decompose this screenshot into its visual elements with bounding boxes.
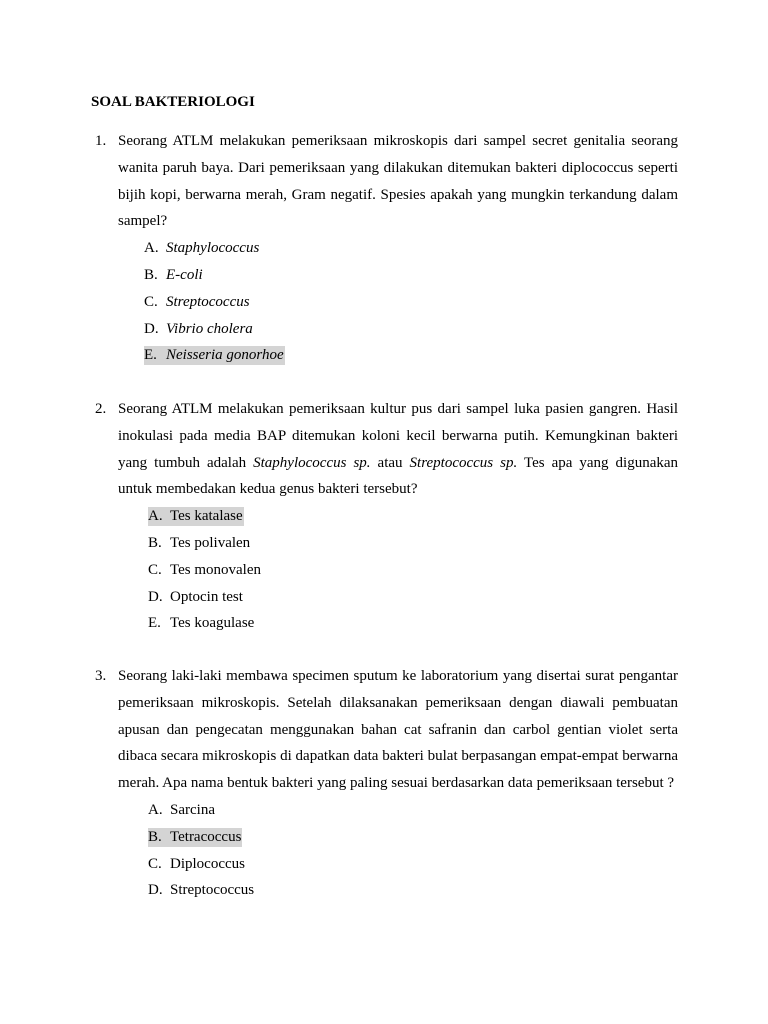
option-letter: A. bbox=[148, 508, 163, 525]
option-body bbox=[148, 588, 244, 607]
answer-option-e[interactable] bbox=[148, 610, 678, 637]
question-text bbox=[118, 128, 678, 235]
option-body bbox=[148, 561, 262, 580]
answer-option-b[interactable] bbox=[144, 262, 678, 289]
question-3 bbox=[91, 663, 678, 904]
option-letter: B. bbox=[144, 266, 158, 283]
answer-option-d[interactable] bbox=[144, 316, 678, 343]
answer-option-a[interactable] bbox=[148, 797, 678, 824]
answer-options bbox=[148, 797, 678, 904]
genus-name-streptococcus: Streptococcus sp. bbox=[409, 454, 518, 471]
answer-option-c[interactable] bbox=[144, 289, 678, 316]
option-letter: B. bbox=[148, 534, 162, 551]
option-text: Streptococcus bbox=[166, 293, 250, 310]
option-text: E-coli bbox=[166, 266, 203, 283]
option-text: Tes koagulase bbox=[170, 615, 255, 632]
option-text: Tes polivalen bbox=[170, 534, 251, 551]
option-body bbox=[144, 346, 285, 365]
answer-option-b[interactable] bbox=[148, 824, 678, 851]
option-text: Staphylococcus bbox=[166, 240, 260, 257]
answer-option-d[interactable] bbox=[148, 584, 678, 611]
option-text: Sarcina bbox=[170, 801, 215, 818]
question-text-part: Seorang ATLM melakukan pemeriksaan kultur pus dari sampel luka pasien gangren. Hasil inokulasi pada media BAP ditemukan koloni kecil berwarna putih. Kemungkinan bakteri yang tumbuh adalah bbox=[118, 401, 678, 471]
option-letter: C. bbox=[148, 561, 162, 578]
answer-option-e[interactable] bbox=[144, 342, 678, 369]
question-text-part: atau bbox=[370, 454, 410, 471]
option-letter: D. bbox=[148, 882, 163, 899]
answer-option-d[interactable] bbox=[148, 877, 678, 904]
question-number: 1. bbox=[95, 133, 107, 149]
answer-option-c[interactable] bbox=[148, 557, 678, 584]
answer-option-a[interactable] bbox=[144, 235, 678, 262]
option-text: Streptococcus bbox=[170, 882, 255, 899]
answer-options bbox=[148, 503, 678, 637]
option-text: Vibrio cholera bbox=[166, 320, 253, 337]
option-body bbox=[144, 266, 204, 285]
question-text-part: Tes apa yang digunakan untuk membedakan kedua genus bakteri tersebut? bbox=[118, 454, 679, 498]
question-number: 2. bbox=[95, 401, 107, 417]
question-text bbox=[118, 396, 678, 503]
option-letter: A. bbox=[144, 240, 159, 257]
option-body bbox=[148, 534, 251, 553]
option-text: Optocin test bbox=[170, 588, 243, 605]
answer-options bbox=[144, 235, 678, 369]
option-body bbox=[144, 293, 251, 312]
option-body bbox=[148, 614, 255, 633]
question-text-part: Seorang laki-laki membawa specimen sputum ke laboratorium yang disertai surat pengantar pemeriksaan mikroskopis. Setelah dilaksanakan pemeriksaan dengan diawali pembuatan apusan dan pengecatan menggunakan bahan cat safranin dan carbol gentian violet serta dibaca secara mikroskopis di dapatkan data bakteri bulat berpasangan empat-empat berwarna merah. Apa nama bentuk bakteri yang paling sesuai berdasarkan data pemeriksaan tersebut ? bbox=[118, 668, 678, 792]
option-body bbox=[148, 828, 242, 847]
question-2 bbox=[91, 396, 678, 637]
option-letter: A. bbox=[148, 801, 163, 818]
option-body bbox=[144, 320, 254, 339]
answer-option-b[interactable] bbox=[148, 530, 678, 557]
question-text bbox=[118, 663, 678, 797]
genus-name-staphylococcus: Staphylococcus sp. bbox=[253, 454, 371, 471]
option-body bbox=[148, 801, 216, 820]
option-letter: D. bbox=[148, 588, 163, 605]
option-letter: E. bbox=[144, 347, 157, 364]
option-letter: B. bbox=[148, 828, 162, 845]
answer-option-a[interactable] bbox=[148, 503, 678, 530]
option-text: Tetracoccus bbox=[170, 828, 242, 845]
option-letter: C. bbox=[148, 855, 162, 872]
option-letter: C. bbox=[144, 293, 158, 310]
option-letter: D. bbox=[144, 320, 159, 337]
option-text: Tes katalase bbox=[170, 508, 243, 525]
option-body bbox=[144, 239, 260, 258]
question-1 bbox=[91, 128, 678, 369]
document-title: SOAL BAKTERIOLOGI bbox=[91, 94, 255, 110]
option-text: Diplococcus bbox=[170, 855, 245, 872]
option-text: Tes monovalen bbox=[170, 561, 262, 578]
answer-option-c[interactable] bbox=[148, 851, 678, 878]
option-body bbox=[148, 881, 255, 900]
question-number: 3. bbox=[95, 668, 107, 684]
option-text: Neisseria gonorhoe bbox=[166, 347, 284, 364]
option-letter: E. bbox=[148, 615, 161, 632]
option-body bbox=[148, 507, 244, 526]
question-text-part: Seorang ATLM melakukan pemeriksaan mikroskopis dari sampel secret genitalia seorang wanita paruh baya. Dari pemeriksaan yang dilakukan ditemukan bakteri diplococcus seperti bijih kopi, berwarna merah, Gram negatif. Spesies apakah yang mungkin terkandung dalam sampel? bbox=[118, 133, 678, 230]
option-body bbox=[148, 855, 246, 874]
